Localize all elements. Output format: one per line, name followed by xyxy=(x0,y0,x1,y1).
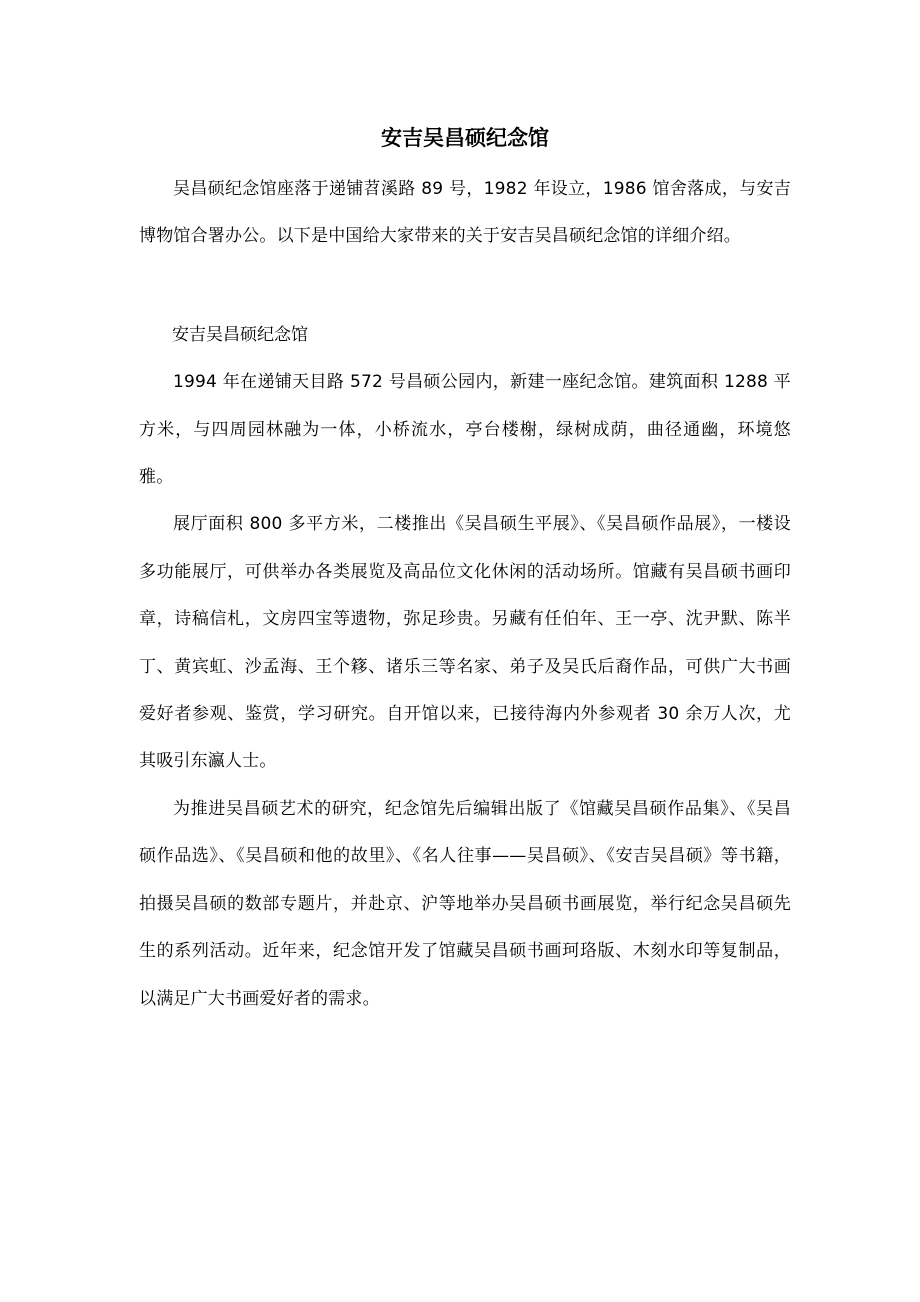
body-paragraph-1: 1994 年在递铺天目路 572 号昌硕公园内，新建一座纪念馆。建筑面积 1288 平方米，与四周园林融为一体，小桥流水，亭台楼榭，绿树成荫，曲径通幽，环境悠雅。 xyxy=(139,372,791,488)
section-spacer xyxy=(139,261,791,312)
intro-paragraph: 吴昌硕纪念馆座落于递铺苕溪路 89 号，1982 年设立，1986 馆舍落成，与安吉博物馆合署办公。以下是中国给大家带来的关于安吉吴昌硕纪念馆的详细介绍。 xyxy=(139,179,791,247)
document-title: 安吉吴昌硕纪念馆 xyxy=(381,126,549,150)
document-page xyxy=(139,118,791,1023)
body-paragraph-3: 为推进吴昌硕艺术的研究，纪念馆先后编辑出版了《馆藏吴昌硕作品集》、《吴昌硕作品选》、《吴昌硕和他的故里》、《名人往事——吴昌硕》、《安吉吴昌硕》等书籍，拍摄吴昌硕的数部专题片，并赴京、沪等地举办吴昌硕书画展览，举行纪念吴昌硕先生的系列活动。近年来，纪念馆开发了馆藏吴昌硕书画珂珞版、木刻水印等复制品，以满足广大书画爱好者的需求。 xyxy=(139,798,791,1009)
section-subheading: 安吉吴昌硕纪念馆 xyxy=(172,324,308,345)
body-paragraph-2: 展厅面积 800 多平方米，二楼推出《吴昌硕生平展》、《吴昌硕作品展》，一楼设多功能展厅，可供举办各类展览及高品位文化休闲的活动场所。馆藏有吴昌硕书画印章，诗稿信札，文房四宝等遗物，弥足珍贵。另藏有任伯年、王一亭、沈尹默、陈半丁、黄宾虹、沙孟海、王个簃、诸乐三等名家、弟子及吴氏后裔作品，可供广大书画爱好者参观、鉴赏，学习研究。自开馆以来，已接待海内外参观者 30 余万人次，尤其吸引东瀛人士。 xyxy=(139,514,791,772)
